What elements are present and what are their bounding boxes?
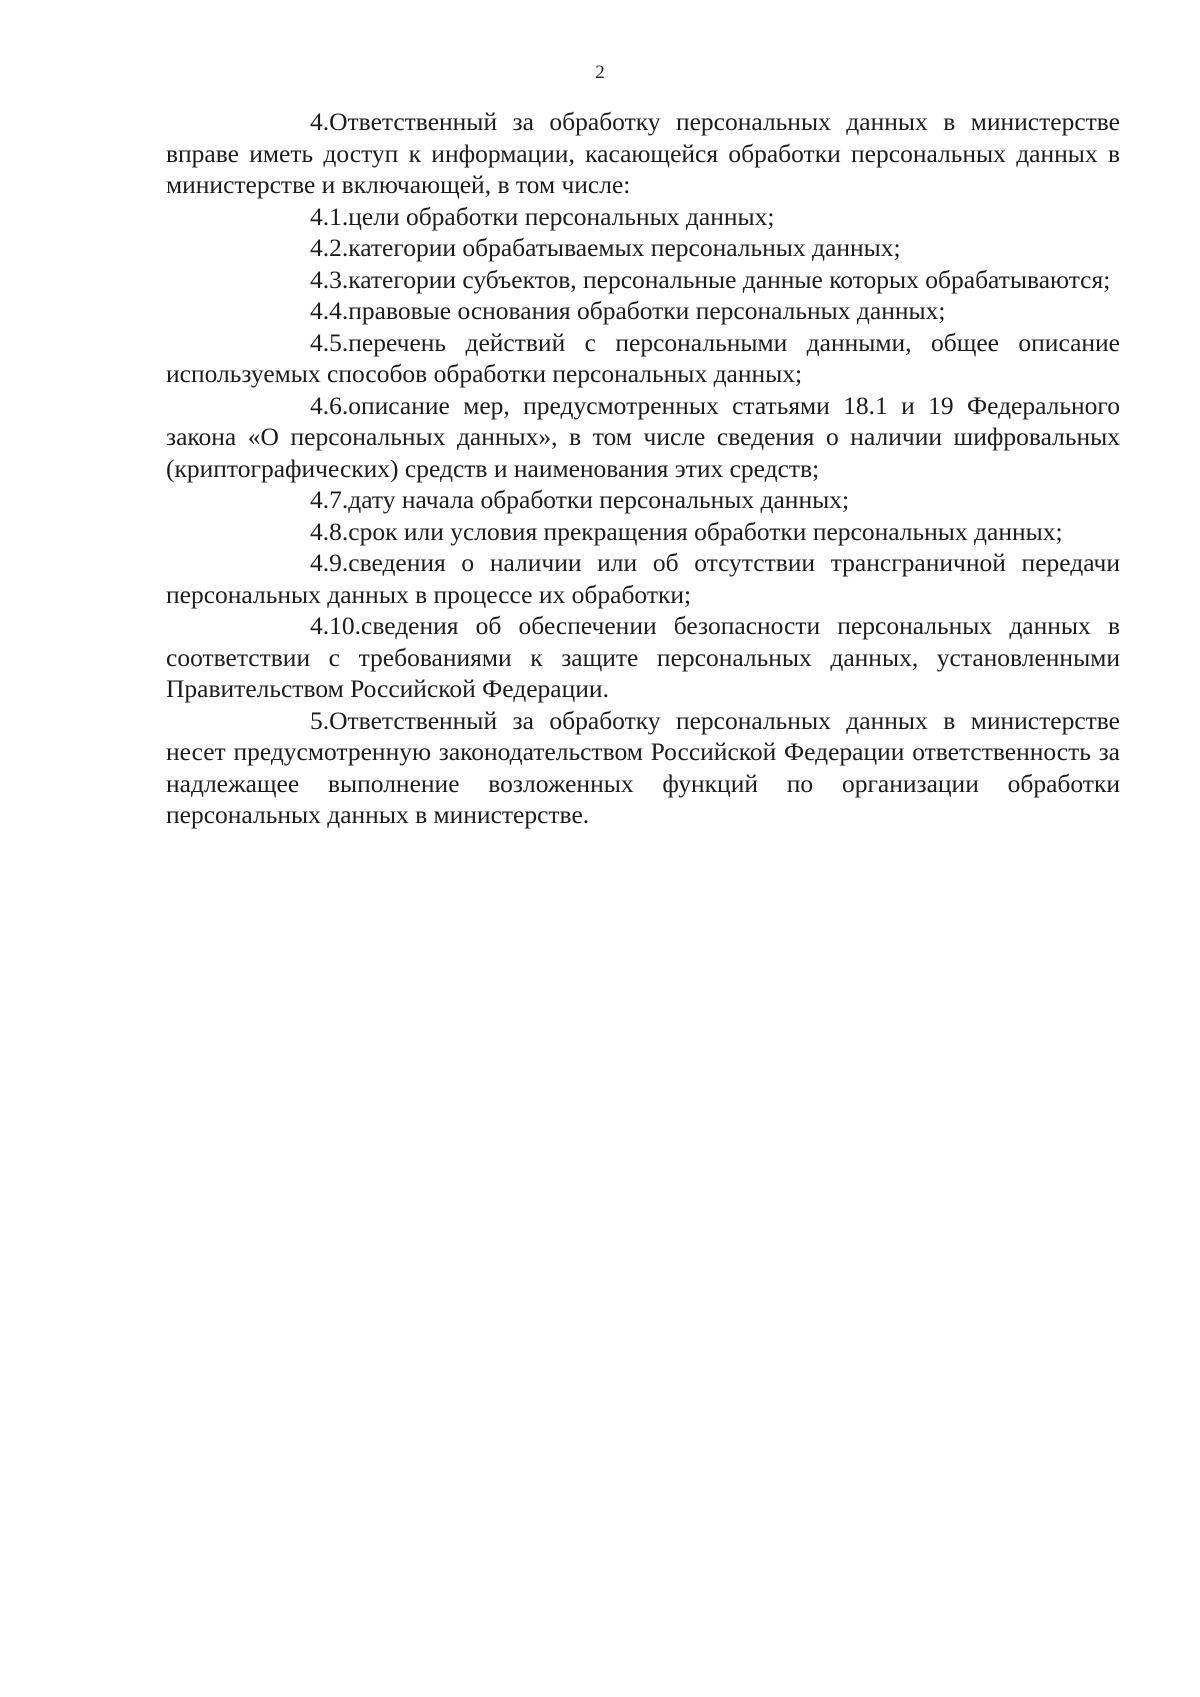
paragraph-4-5 [166, 327, 1120, 390]
paragraph-4-2 [166, 232, 1120, 264]
paragraph-text: категории субъектов, персональные данные которых обрабатываются; [348, 264, 1111, 294]
page-number: 2 [595, 62, 605, 83]
paragraph-5 [166, 705, 1120, 831]
paragraph-4-10 [166, 610, 1120, 705]
paragraph-text: срок или условия прекращения обработки персональных данных; [348, 516, 1063, 546]
paragraph-number: 5. [310, 705, 330, 735]
paragraph-text: цели обработки персональных данных; [348, 201, 775, 231]
paragraph-text: правовые основания обработки персональных данных; [348, 296, 946, 325]
paragraph-text: категории обрабатываемых персональных данных; [348, 233, 901, 262]
paragraph-4 [166, 106, 1120, 201]
paragraph-4-4 [166, 295, 1120, 327]
paragraph-number: 4. [310, 107, 330, 136]
paragraph-number: 4.9. [310, 548, 349, 577]
paragraph-number: 4.2. [310, 233, 349, 262]
paragraph-4-9 [166, 547, 1120, 610]
paragraph-4-1 [166, 201, 1120, 233]
paragraph-number: 4.4. [310, 296, 349, 325]
paragraph-text: сведения о наличии или об отсутствии трансграничной передачи персональных данных в процессе их обработки; [166, 548, 1120, 609]
paragraph-number: 4.6. [310, 390, 349, 420]
paragraph-number: 4.1. [310, 201, 349, 231]
paragraph-text: дату начала обработки персональных данных; [348, 485, 850, 514]
paragraph-text: сведения об обеспечении безопасности персональных данных в соответствии с требованиями к защите персональных данных, установленными Правительством Российской Федерации. [166, 611, 1120, 703]
paragraph-text: перечень действий с персональными данными, общее описание используемых способов обработки персональных данных; [166, 327, 1120, 388]
paragraph-4-3 [166, 264, 1120, 296]
paragraph-number: 4.8. [310, 516, 349, 546]
paragraph-text: Ответственный за обработку персональных данных в министерстве несет предусмотренную законодательством Российской Федерации ответственность за надлежащее выполнение возложенных функций по организации обработки персональных данных в министерстве. [166, 705, 1120, 829]
paragraph-4-7 [166, 484, 1120, 516]
paragraph-number: 4.5. [310, 327, 349, 357]
paragraph-number: 4.3. [310, 264, 349, 294]
paragraph-text: Ответственный за обработку персональных данных в министерстве вправе иметь доступ к информации, касающейся обработки персональных данных в министерстве и включающей, в том числе: [166, 107, 1120, 199]
paragraph-text: описание мер, предусмотренных статьями 18.1 и 19 Федерального закона «О персональных данных», в том числе сведения о наличии шифровальных (криптографических) средств и наименования этих средств; [166, 390, 1120, 483]
paragraph-number: 4.7. [310, 485, 349, 514]
paragraph-4-8 [166, 516, 1120, 548]
document-body [166, 106, 1120, 831]
paragraph-4-6 [166, 390, 1120, 485]
paragraph-number: 4.10. [310, 611, 361, 640]
